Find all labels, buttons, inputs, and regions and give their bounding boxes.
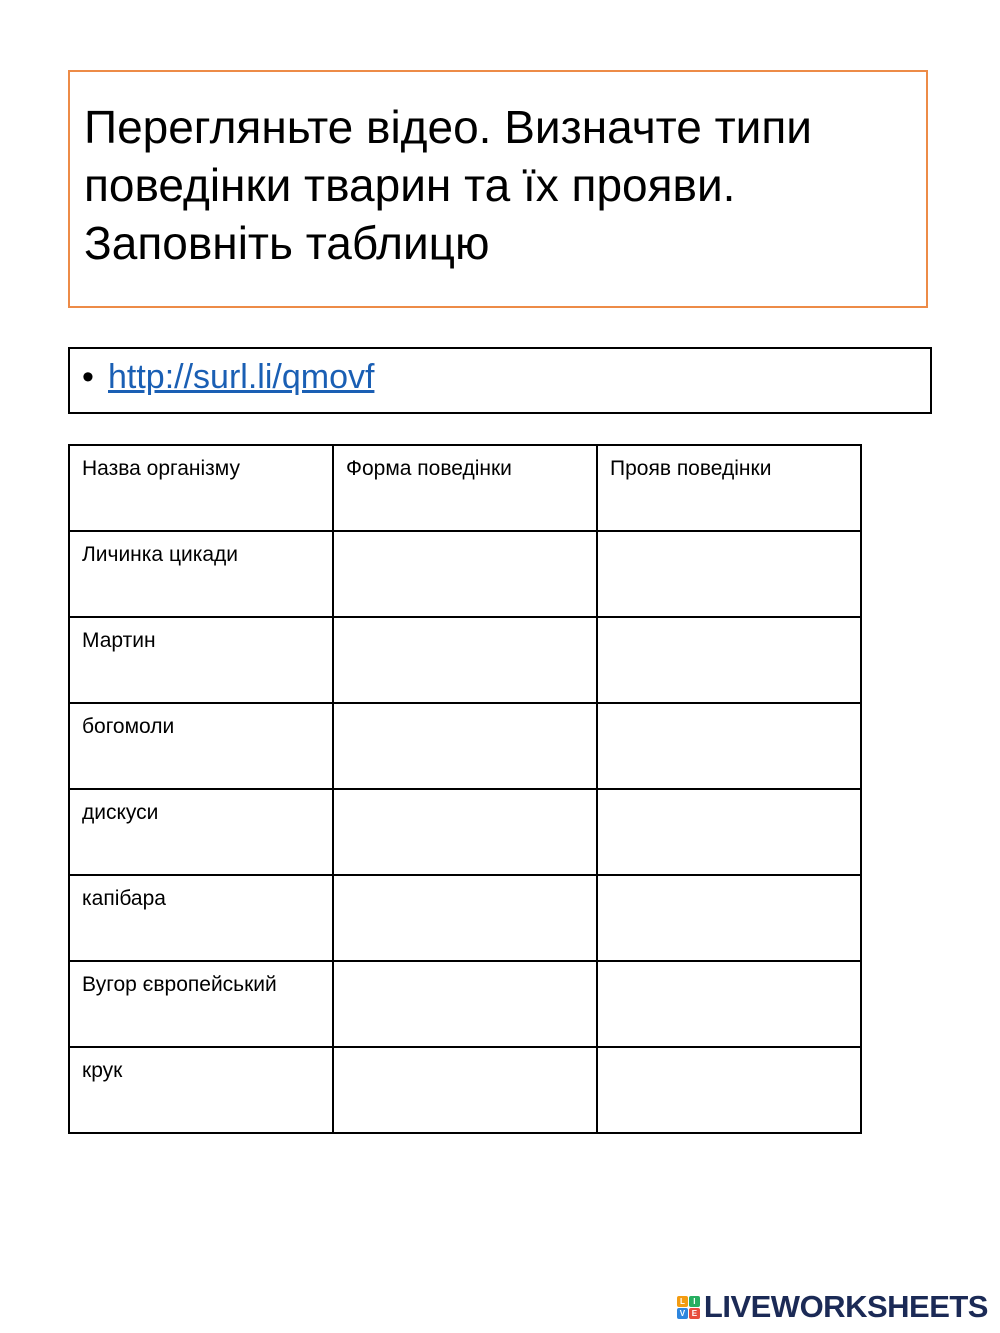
link-box bbox=[68, 347, 932, 414]
organism-name-cell: дискуси bbox=[69, 789, 333, 875]
table-row bbox=[69, 875, 861, 961]
logo-tile: E bbox=[689, 1308, 700, 1319]
organism-name-cell: Вугор європейський bbox=[69, 961, 333, 1047]
organism-name-cell: Личинка цикади bbox=[69, 531, 333, 617]
brand-name: LIVEWORKSHEETS bbox=[703, 1289, 988, 1324]
organism-name-cell: Мартин bbox=[69, 617, 333, 703]
behavior-manifestation-answer[interactable] bbox=[597, 617, 861, 703]
logo-tile: L bbox=[677, 1296, 688, 1307]
instruction-box bbox=[68, 70, 928, 308]
organism-name-cell: крук bbox=[69, 1047, 333, 1133]
header-behavior-manifestation: Прояв поведінки bbox=[597, 445, 861, 531]
table-row bbox=[69, 1047, 861, 1133]
behavior-form-answer[interactable] bbox=[333, 617, 597, 703]
header-behavior-form: Форма поведінки bbox=[333, 445, 597, 531]
behavior-form-answer[interactable] bbox=[333, 875, 597, 961]
organism-name-cell: капібара bbox=[69, 875, 333, 961]
behavior-form-answer[interactable] bbox=[333, 703, 597, 789]
table-row bbox=[69, 703, 861, 789]
table-row bbox=[69, 617, 861, 703]
behavior-form-answer[interactable] bbox=[333, 789, 597, 875]
behavior-manifestation-answer[interactable] bbox=[597, 789, 861, 875]
behavior-manifestation-answer[interactable] bbox=[597, 531, 861, 617]
bullet-icon: • bbox=[82, 358, 94, 396]
liveworksheets-logo-icon bbox=[677, 1296, 700, 1319]
behavior-table bbox=[68, 444, 862, 1134]
liveworksheets-brand bbox=[677, 1289, 988, 1325]
table-row bbox=[69, 531, 861, 617]
table-header-row bbox=[69, 445, 861, 531]
instruction-text: Перегляньте відео. Визначте типи поведінки тварин та їх прояви. Заповніть таблицю bbox=[84, 101, 812, 269]
header-organism-name: Назва організму bbox=[69, 445, 333, 531]
table-row bbox=[69, 789, 861, 875]
table-row bbox=[69, 961, 861, 1047]
behavior-form-answer[interactable] bbox=[333, 961, 597, 1047]
logo-tile: V bbox=[677, 1308, 688, 1319]
logo-tile: I bbox=[689, 1296, 700, 1307]
behavior-manifestation-answer[interactable] bbox=[597, 1047, 861, 1133]
behavior-manifestation-answer[interactable] bbox=[597, 703, 861, 789]
behavior-form-answer[interactable] bbox=[333, 1047, 597, 1133]
behavior-manifestation-answer[interactable] bbox=[597, 961, 861, 1047]
behavior-form-answer[interactable] bbox=[333, 531, 597, 617]
video-link[interactable]: http://surl.li/qmovf bbox=[108, 358, 375, 396]
organism-name-cell: богомоли bbox=[69, 703, 333, 789]
behavior-manifestation-answer[interactable] bbox=[597, 875, 861, 961]
